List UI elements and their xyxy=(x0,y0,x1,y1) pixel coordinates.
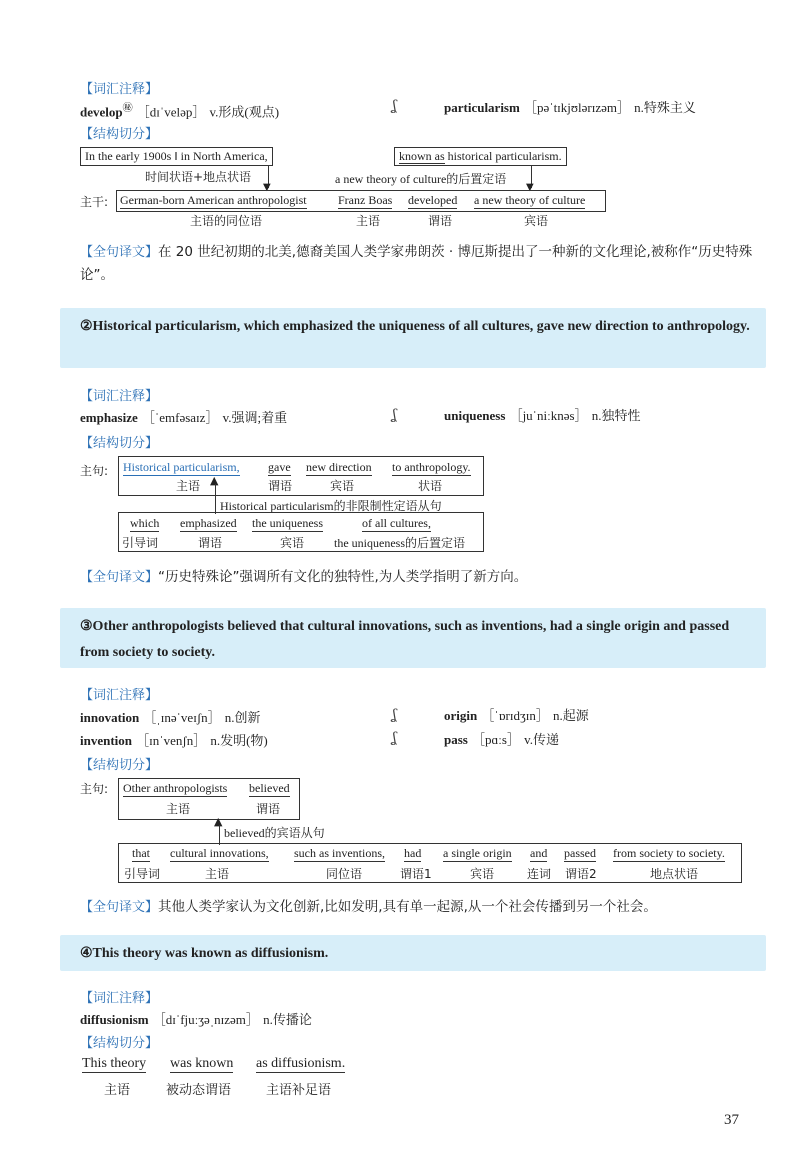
badge-icon: ㊙ xyxy=(122,103,133,114)
vocab-entry: emphasize ［ˈemfəsaɪz］ v.强调;着重 xyxy=(80,410,288,425)
struct-label: 【结构切分】 xyxy=(80,127,159,142)
divider-icon: ʆ xyxy=(392,707,397,723)
annotation: a new theory of culture的后置定语 xyxy=(335,172,507,186)
vocab-entry: origin ［ˈɒrɪdʒɪn］ n.起源 xyxy=(444,708,589,723)
divider-icon: ʆ xyxy=(392,407,397,423)
sentence-banner: ②Historical particularism, which emphasized the uniqueness of all cultures, gave new direction to anthropology. xyxy=(60,308,766,368)
sentence-banner: ④This theory was known as diffusionism. xyxy=(60,935,766,971)
vocab-entry: invention ［ɪnˈvenʃn］ n.发明(物) xyxy=(80,733,268,748)
translation: 【全句译文】“历史特殊论”强调所有文化的独特性,为人类学指明了新方向。 xyxy=(80,569,528,585)
annotation: Historical particularism的非限制性定语从句 xyxy=(220,499,442,513)
divider-icon: ʆ xyxy=(392,730,397,746)
main-label: 主句: xyxy=(80,782,109,796)
vocab-entry: uniqueness ［juˈniːknəs］ n.独特性 xyxy=(444,408,641,423)
vocab-label: 【词汇注释】 xyxy=(80,82,159,97)
vocab-entry: diffusionism ［dɪˈfjuːʒəˌnɪzəm］ n.传播论 xyxy=(80,1012,312,1027)
annotation: 时间状语+地点状语 xyxy=(145,170,252,184)
vocab-label: 【词汇注释】 xyxy=(80,389,159,404)
page-number: 37 xyxy=(724,1112,739,1128)
annotation: believed的宾语从句 xyxy=(224,826,325,840)
vocab-entry: particularism ［pəˈtɪkjʊlərɪzəm］ n.特殊主义 xyxy=(444,100,696,115)
sentence-banner: ③Other anthropologists believed that cultural innovations, such as inventions, had a single origin and passed from society to society. xyxy=(60,608,766,668)
translation: 【全句译文】在 20 世纪初期的北美,德裔美国人类学家弗朗茨 · 博厄斯提出了一种新的文化理论,被称作“历史特殊论”。 xyxy=(80,244,753,283)
vocab-entry: innovation ［ˌɪnəˈveɪʃn］ n.创新 xyxy=(80,710,261,725)
phrase-box: known as historical particularism. xyxy=(394,147,567,166)
main-label: 主句: xyxy=(80,464,109,478)
vocab-label: 【词汇注释】 xyxy=(80,991,159,1006)
vocab-entry: develop㊙ ［dɪˈveləp］ v.形成(观点) xyxy=(80,103,280,120)
vocab-label: 【词汇注释】 xyxy=(80,688,159,703)
struct-label: 【结构切分】 xyxy=(80,758,159,773)
phrase-box: In the early 1900s ‖ in North America, xyxy=(80,147,273,166)
vocab-entry: pass ［pɑːs］ v.传递 xyxy=(444,732,560,747)
struct-label: 【结构切分】 xyxy=(80,1036,159,1051)
divider-icon: ʆ xyxy=(392,98,397,114)
main-label: 主干: xyxy=(80,195,109,209)
struct-label: 【结构切分】 xyxy=(80,436,159,451)
translation: 【全句译文】其他人类学家认为文化创新,比如发明,具有单一起源,从一个社会传播到另一个社会。 xyxy=(80,899,657,915)
